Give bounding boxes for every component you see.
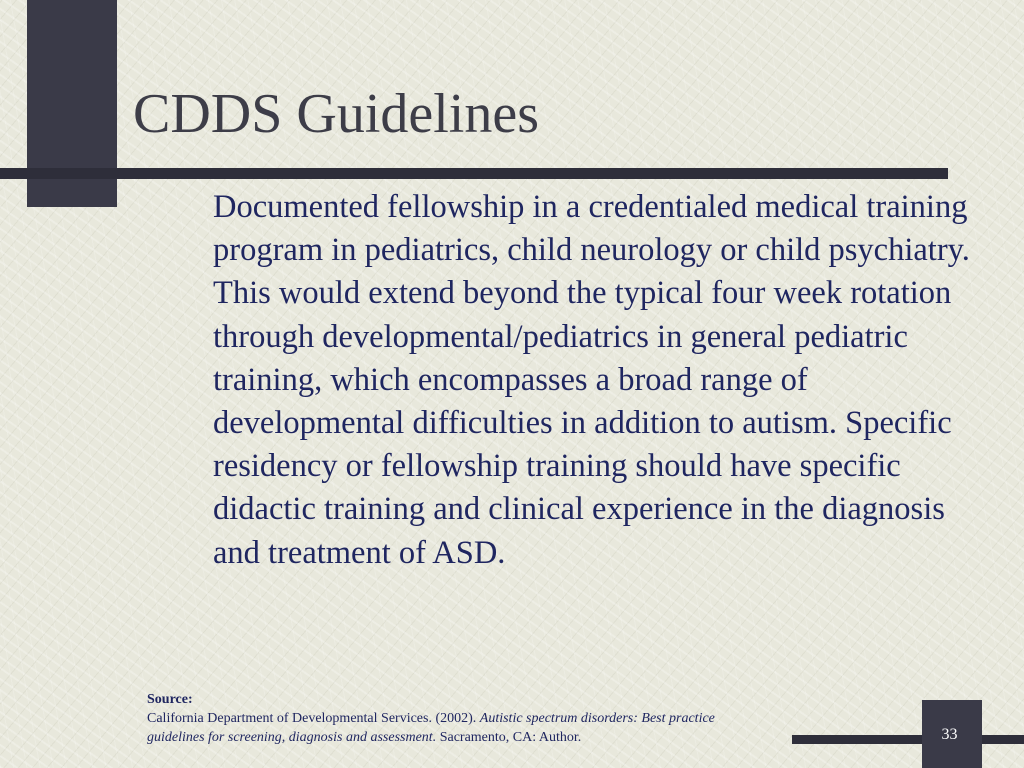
citation-author-year: California Department of Developmental Services. (2002).	[147, 711, 480, 726]
footer-rule	[792, 735, 1024, 744]
citation-publisher: Sacramento, CA: Author.	[436, 730, 582, 745]
citation-title-part-1: Autistic spectrum disorders: Best practice	[479, 711, 715, 726]
source-citation	[147, 690, 867, 747]
slide-title: CDDS Guidelines	[133, 83, 539, 145]
citation-title-part-2: guidelines for screening, diagnosis and assessment.	[147, 730, 437, 745]
page-number: 33	[941, 726, 958, 743]
title-underline-rule	[0, 168, 948, 179]
citation-line-2	[147, 728, 867, 747]
source-label: Source:	[147, 692, 193, 707]
slide-body-text: Documented fellowship in a credentialed medical training program in pediatrics, child neurology or child psychiatry. This would extend beyond the typical four week rotation through developmental/pediatrics in general pediatric training, which encompasses a broad range of developmental difficulties in addition to autism. Specific residency or fellowship training should have specific didactic training and clinical experience in the diagnosis and treatment of ASD.	[213, 189, 970, 571]
citation-line-1	[147, 709, 867, 728]
